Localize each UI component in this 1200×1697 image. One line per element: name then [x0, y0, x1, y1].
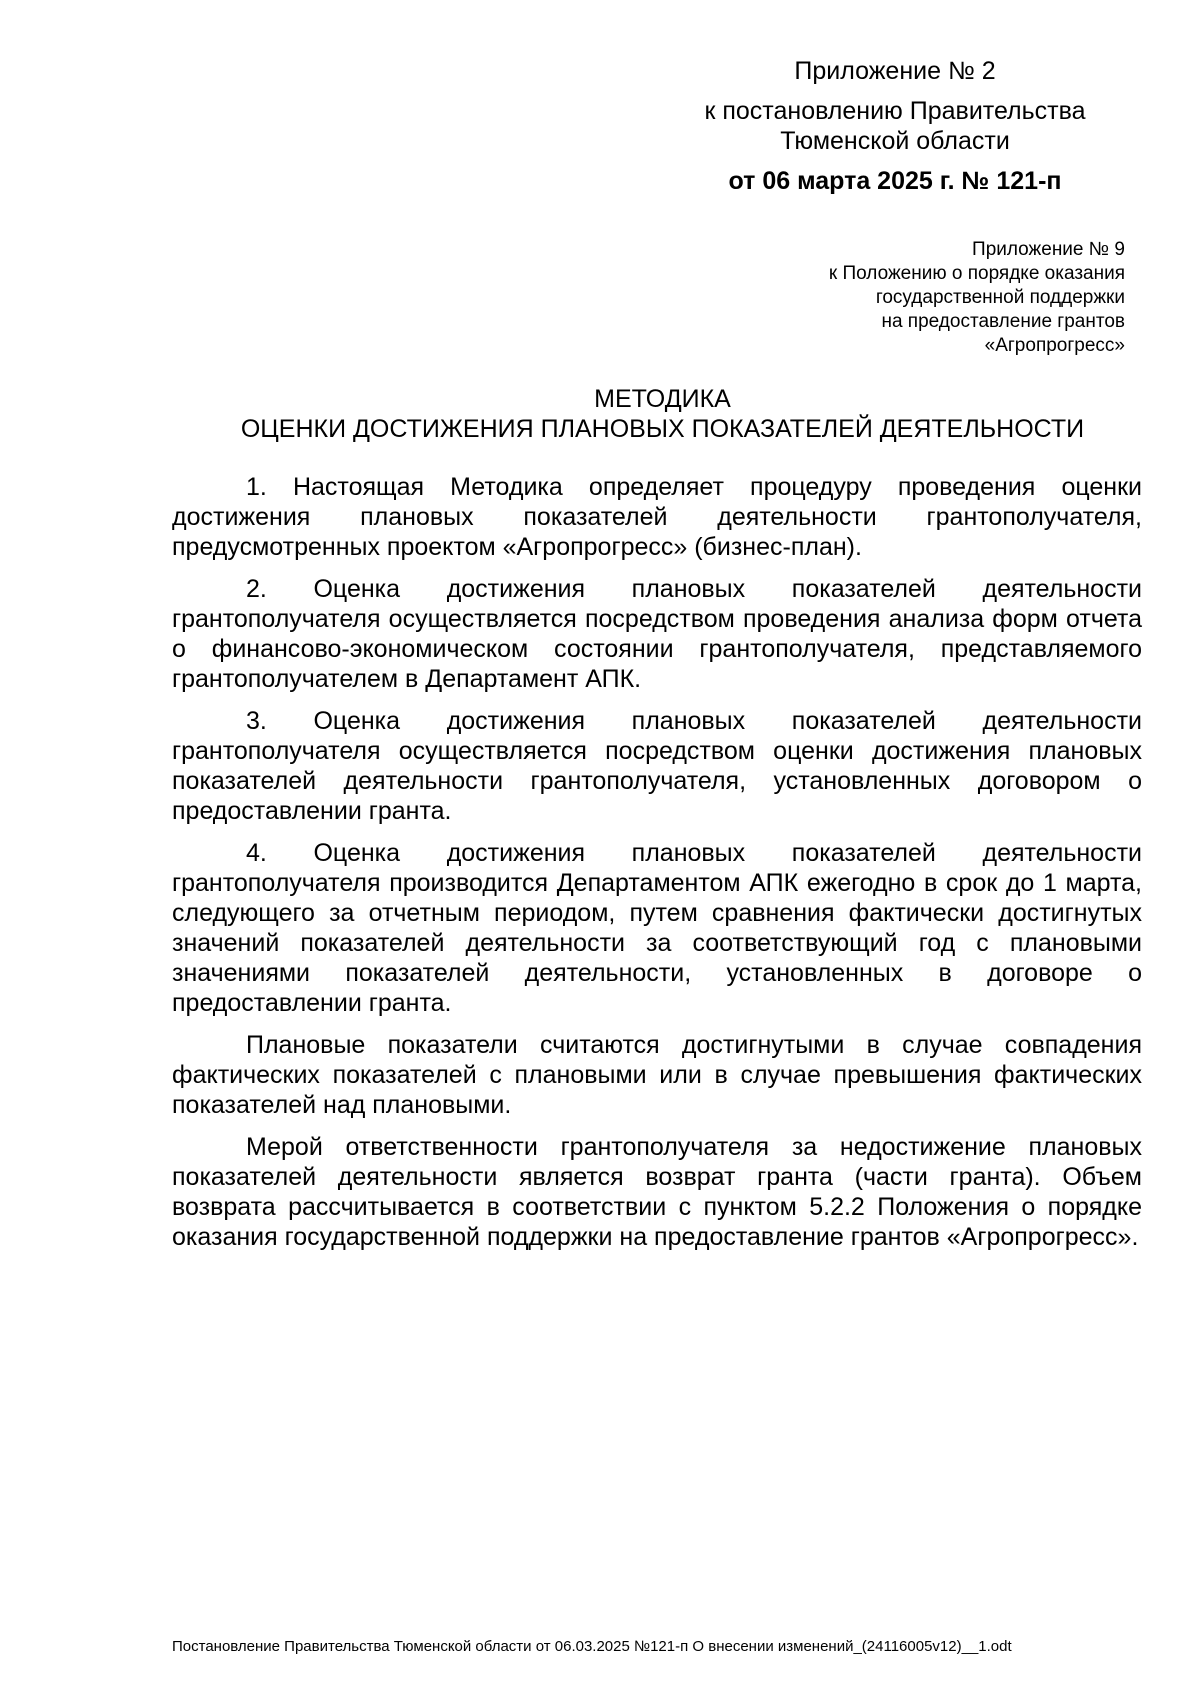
paragraph: Мерой ответственности грантополучателя за недостижение плановых показателей деятельности является возврат гранта (части гранта). Объем возврата рассчитывается в соответствии с пунктом 5.2.2 Положения о порядке оказания государственной поддержки на предоставление грантов «Агропрогресс». — [172, 1133, 1142, 1251]
paragraph: 1. Настоящая Методика определяет процедуру проведения оценки достижения плановых показателей деятельности грантополучателя, предусмотренных проектом «Агропрогресс» (бизнес-план). — [172, 473, 1142, 561]
appendix-sub-line: на предоставление грантов — [881, 311, 1125, 332]
appendix-main-block — [665, 56, 1125, 196]
document-title-line: МЕТОДИКА — [594, 385, 731, 413]
appendix-sub-block — [625, 238, 1125, 358]
page-footer: Постановление Правительства Тюменской области от 06.03.2025 №121-п О внесении изменений_(24116005v12)__1.odt — [172, 1638, 1012, 1655]
paragraph: 4. Оценка достижения плановых показателей деятельности грантополучателя производится Департаментом АПК ежегодно в срок до 1 марта, следующего за отчетным периодом, путем сравнения фактически достигнутых значений показателей деятельности за соответствующий год с плановыми значениями показателей деятельности, установленных в договоре о предоставлении гранта. — [172, 839, 1142, 1017]
appendix-sub-line: «Агропрогресс» — [984, 335, 1125, 356]
paragraph: 2. Оценка достижения плановых показателей деятельности грантополучателя осуществляется посредством проведения анализа форм отчета о финансово-экономическом состоянии грантополучателя, представляемого грантополучателем в Департамент АПК. — [172, 575, 1142, 693]
appendix-sub-line: государственной поддержки — [875, 287, 1125, 308]
paragraph: Плановые показатели считаются достигнутыми в случае совпадения фактических показателей с плановыми или в случае превышения фактических показателей над плановыми. — [172, 1031, 1142, 1119]
document-title-line: ОЦЕНКИ ДОСТИЖЕНИЯ ПЛАНОВЫХ ПОКАЗАТЕЛЕЙ ДЕЯТЕЛЬНОСТИ — [240, 415, 1085, 443]
document-body — [172, 472, 1142, 1264]
appendix-main-line: Тюменской области — [780, 127, 1010, 155]
appendix-sub-line: к Положению о порядке оказания — [828, 263, 1125, 284]
paragraph: 3. Оценка достижения плановых показателей деятельности грантополучателя осуществляется посредством оценки достижения плановых показателей деятельности грантополучателя, установленных договором о предоставлении гранта. — [172, 707, 1142, 825]
document-title — [165, 384, 1160, 444]
appendix-sub-line: Приложение № 9 — [972, 239, 1125, 260]
appendix-main-date: от 06 марта 2025 г. № 121-п — [728, 167, 1062, 195]
appendix-main-line: к постановлению Правительства — [704, 97, 1086, 125]
appendix-main-title: Приложение № 2 — [794, 57, 996, 85]
